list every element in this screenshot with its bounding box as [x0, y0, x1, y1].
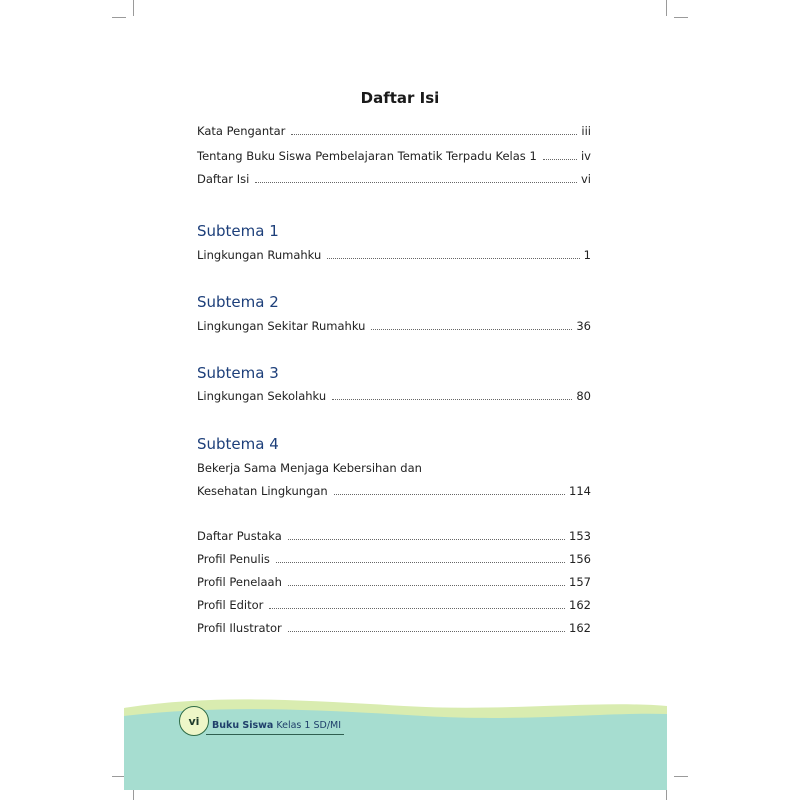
footer-underline	[206, 734, 344, 735]
toc-entry-page: 162	[569, 621, 591, 635]
toc-entry-lingkungan-sekolahku[interactable]	[197, 389, 591, 403]
toc-entry-label: Kata Pengantar	[197, 124, 286, 138]
toc-entry-label: Profil Ilustrator	[197, 621, 282, 635]
page-number-badge: vi	[179, 706, 209, 736]
toc-entry-label: Lingkungan Rumahku	[197, 248, 322, 262]
dot-leader	[291, 133, 577, 135]
toc-entry-page: 156	[569, 552, 591, 566]
crop-mark	[112, 17, 126, 18]
dot-leader	[269, 607, 565, 609]
toc-entry-kata-pengantar[interactable]	[197, 124, 591, 138]
footer-wave-band	[124, 690, 667, 790]
toc-entry-label: Daftar Isi	[197, 172, 250, 186]
toc-entry-label: Bekerja Sama Menjaga Kebersihan dan	[197, 461, 422, 475]
dot-leader	[255, 181, 577, 183]
subtema-heading: Subtema 1	[197, 222, 279, 240]
dot-leader	[543, 158, 577, 160]
toc-entry-daftar-pustaka[interactable]	[197, 529, 591, 543]
toc-entry-bekerja-sama[interactable]	[197, 461, 422, 475]
toc-entry-page: 80	[576, 389, 591, 403]
toc-entry-kesehatan-lingkungan[interactable]	[197, 484, 591, 498]
toc-entry-profil-editor[interactable]	[197, 598, 591, 612]
toc-entry-lingkungan-sekitar-rumahku[interactable]	[197, 319, 591, 333]
footer-book-name-bold: Buku Siswa	[212, 720, 274, 731]
crop-mark	[133, 0, 134, 16]
toc-entry-label: Lingkungan Sekolahku	[197, 389, 327, 403]
dot-leader	[332, 398, 572, 400]
subtema-heading: Subtema 2	[197, 293, 279, 311]
toc-entry-tentang-buku[interactable]	[197, 149, 591, 163]
dot-leader	[276, 561, 565, 563]
toc-entry-label: Daftar Pustaka	[197, 529, 282, 543]
toc-entry-page: 114	[569, 484, 591, 498]
toc-entry-daftar-isi[interactable]	[197, 172, 591, 186]
toc-entry-page: iv	[580, 149, 591, 163]
toc-entry-page: 162	[569, 598, 591, 612]
dot-leader	[334, 493, 565, 495]
toc-entry-profil-penulis[interactable]	[197, 552, 591, 566]
dot-leader	[288, 538, 565, 540]
dot-leader	[371, 328, 572, 330]
crop-mark	[666, 0, 667, 16]
toc-entry-label: Tentang Buku Siswa Pembelajaran Tematik Terpadu Kelas 1	[197, 149, 537, 163]
toc-entry-lingkungan-rumahku[interactable]	[197, 248, 591, 262]
toc-entry-page: 153	[569, 529, 591, 543]
toc-entry-page: 36	[576, 319, 591, 333]
toc-entry-label: Profil Penelaah	[197, 575, 282, 589]
toc-entry-label: Profil Editor	[197, 598, 264, 612]
toc-entry-profil-ilustrator[interactable]	[197, 621, 591, 635]
subtema-heading: Subtema 4	[197, 435, 279, 453]
toc-entry-page: 157	[569, 575, 591, 589]
toc-entry-page: vi	[580, 172, 591, 186]
crop-mark	[674, 776, 688, 777]
dot-leader	[327, 257, 579, 259]
subtema-heading: Subtema 3	[197, 364, 279, 382]
toc-entry-page: 1	[583, 248, 591, 262]
toc-entry-label: Kesehatan Lingkungan	[197, 484, 328, 498]
dot-leader	[288, 630, 565, 632]
toc-entry-page: iii	[581, 124, 591, 138]
toc-entry-profil-penelaah[interactable]	[197, 575, 591, 589]
dot-leader	[288, 584, 565, 586]
footer-book-name-rest: Kelas 1 SD/MI	[276, 720, 342, 731]
footer-book-name	[212, 720, 341, 731]
toc-entry-label: Profil Penulis	[197, 552, 270, 566]
toc-entry-label: Lingkungan Sekitar Rumahku	[197, 319, 366, 333]
page-title: Daftar Isi	[360, 89, 440, 107]
crop-mark	[674, 17, 688, 18]
